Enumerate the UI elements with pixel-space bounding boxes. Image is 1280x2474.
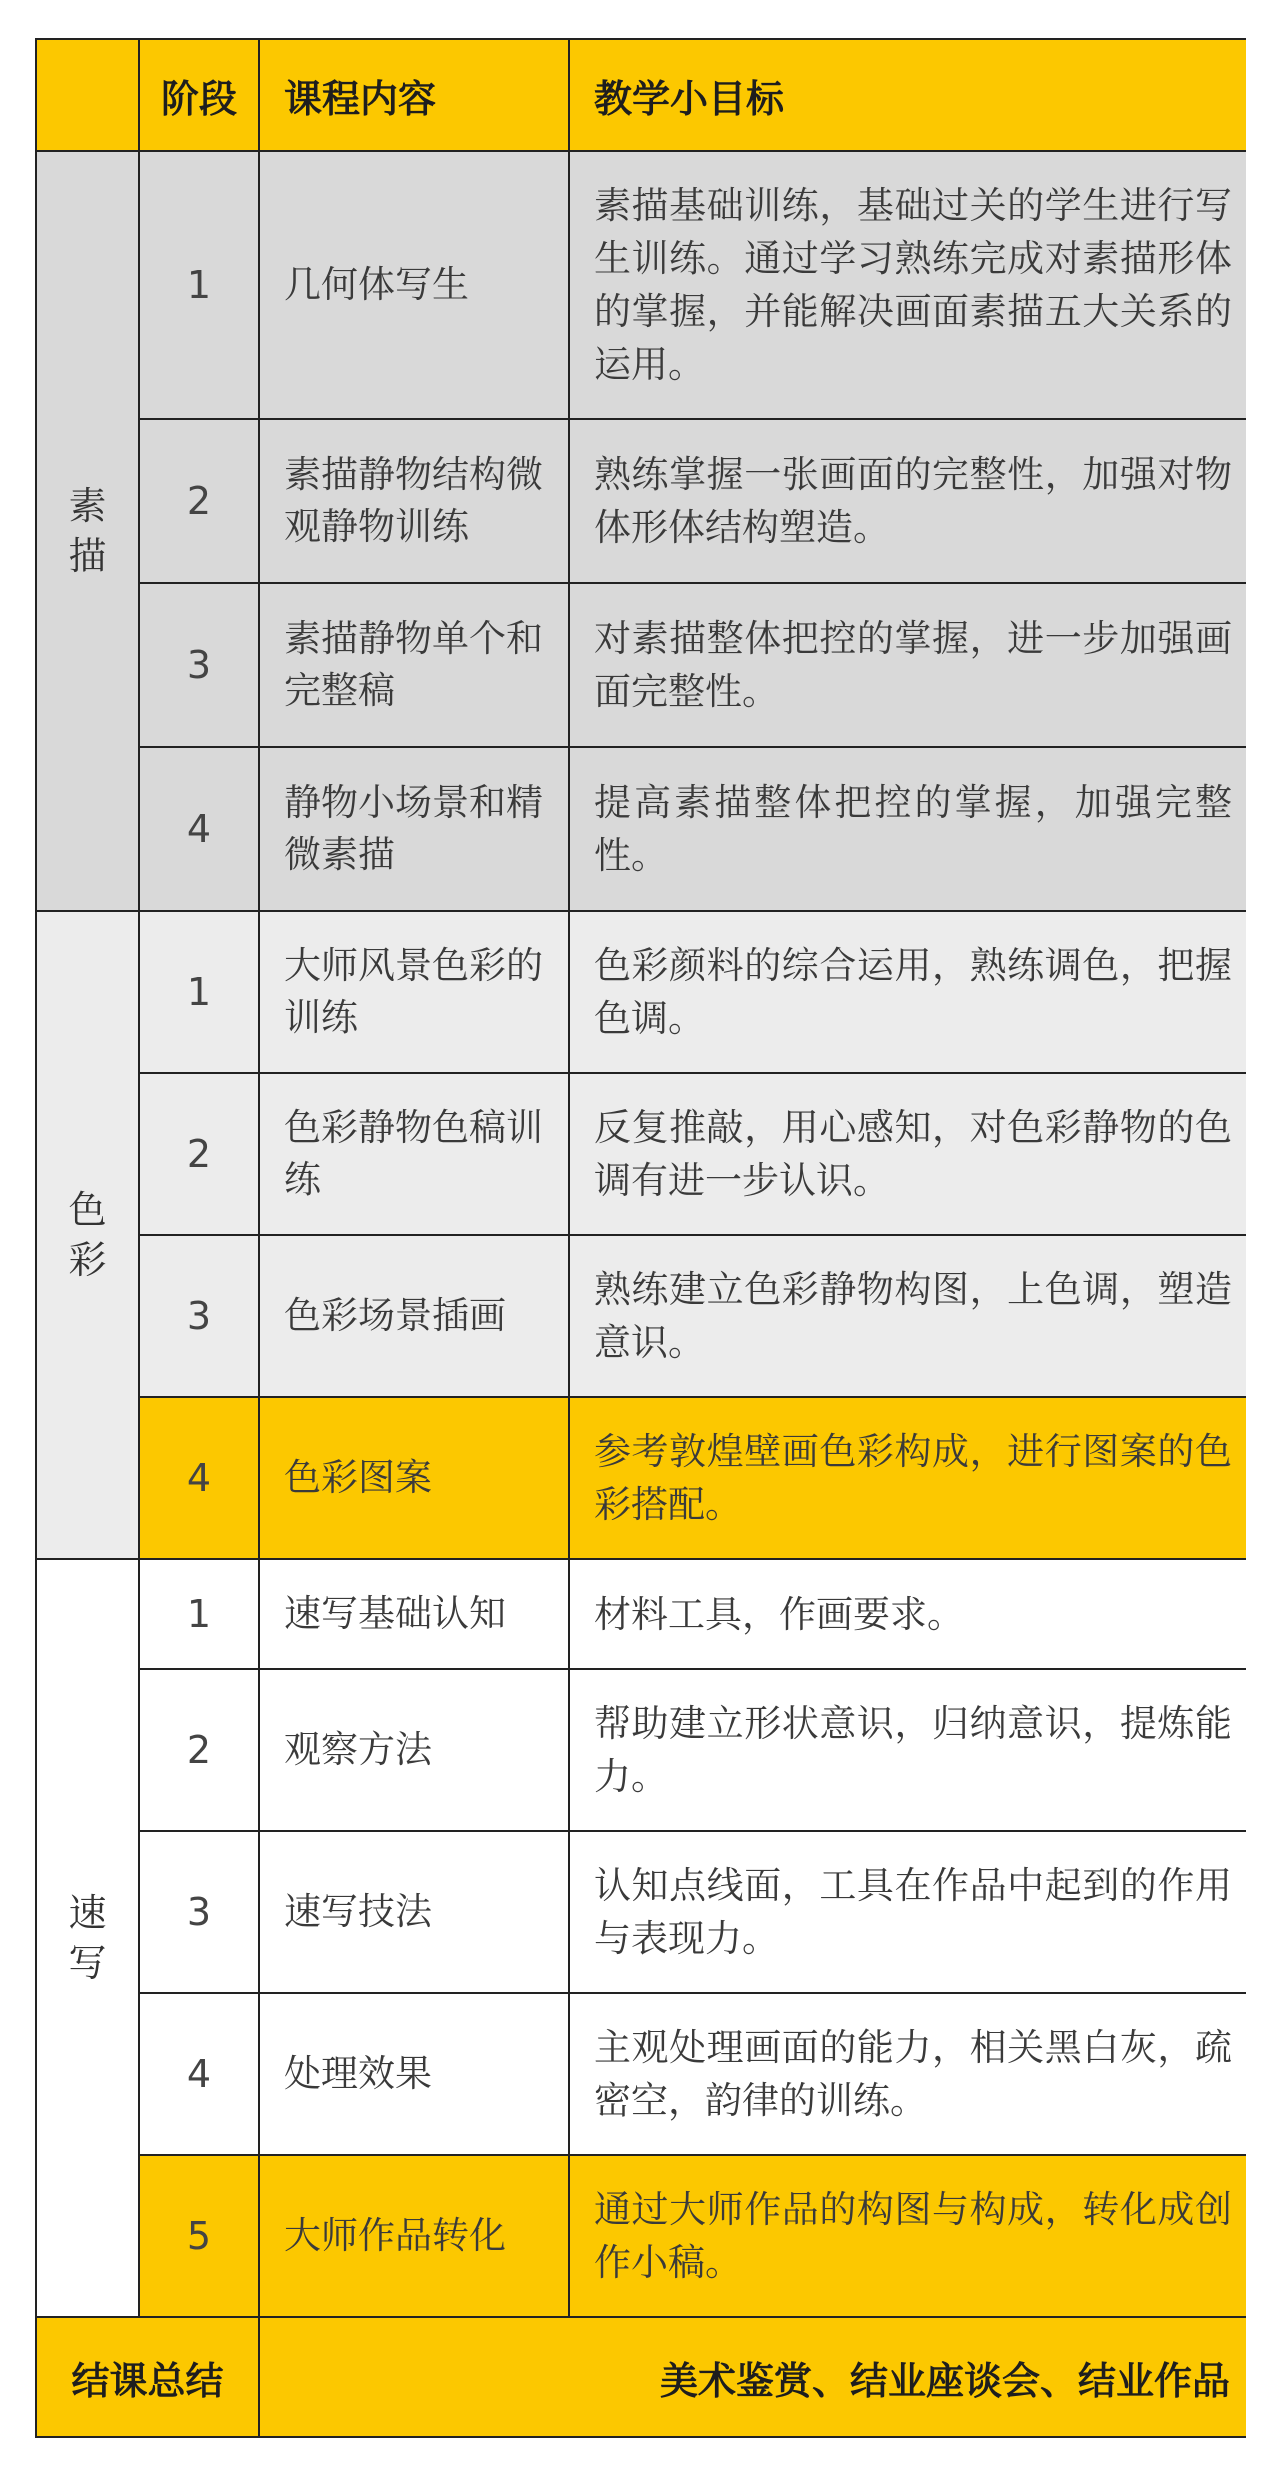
content-cell: 速写技法	[259, 1831, 569, 1993]
phase-cell: 4	[139, 747, 259, 911]
phase-cell: 3	[139, 583, 259, 747]
content-cell: 色彩静物色稿训练	[259, 1073, 569, 1235]
goal-cell: 帮助建立形状意识，归纳意识，提炼能力。	[569, 1669, 1246, 1831]
summary-value: 美术鉴赏、结业座谈会、结业作品	[259, 2317, 1246, 2437]
content-cell: 处理效果	[259, 1993, 569, 2155]
header-content: 课程内容	[259, 39, 569, 151]
phase-cell: 4	[139, 1397, 259, 1559]
header-phase: 阶段	[139, 39, 259, 151]
content-cell: 几何体写生	[259, 151, 569, 419]
phase-cell: 1	[139, 911, 259, 1073]
content-cell: 素描静物结构微观静物训练	[259, 419, 569, 583]
phase-cell: 3	[139, 1831, 259, 1993]
table-row	[36, 911, 1246, 1073]
module-cell-quick-sketch	[36, 1559, 139, 2317]
phase-cell: 1	[139, 151, 259, 419]
curriculum-table	[35, 38, 1246, 2438]
goal-cell: 素描基础训练，基础过关的学生进行写生训练。通过学习熟练完成对素描形体的掌握，并能解决画面素描五大关系的运用。	[569, 151, 1246, 419]
module-label: 色彩	[68, 1188, 107, 1282]
goal-cell: 认知点线面，工具在作品中起到的作用与表现力。	[569, 1831, 1246, 1993]
table-row-highlight	[36, 2155, 1246, 2317]
goal-cell: 参考敦煌壁画色彩构成，进行图案的色彩搭配。	[569, 1397, 1246, 1559]
phase-cell: 4	[139, 1993, 259, 2155]
goal-cell: 色彩颜料的综合运用，熟练调色，把握色调。	[569, 911, 1246, 1073]
content-cell: 大师风景色彩的训练	[259, 911, 569, 1073]
table-header-row	[36, 39, 1246, 151]
goal-cell: 反复推敲，用心感知，对色彩静物的色调有进一步认识。	[569, 1073, 1246, 1235]
goal-cell: 熟练掌握一张画面的完整性，加强对物体形体结构塑造。	[569, 419, 1246, 583]
phase-cell: 5	[139, 2155, 259, 2317]
table-row	[36, 151, 1246, 419]
module-label: 素描	[68, 484, 107, 578]
content-cell: 静物小场景和精微素描	[259, 747, 569, 911]
summary-label: 结课总结	[36, 2317, 259, 2437]
table-row	[36, 1669, 1246, 1831]
phase-cell: 2	[139, 1073, 259, 1235]
goal-cell: 主观处理画面的能力，相关黑白灰，疏密空，韵律的训练。	[569, 1993, 1246, 2155]
table-row-highlight	[36, 1397, 1246, 1559]
goal-cell: 提高素描整体把控的掌握，加强完整性。	[569, 747, 1246, 911]
summary-row	[36, 2317, 1246, 2437]
goal-cell: 熟练建立色彩静物构图，上色调，塑造意识。	[569, 1235, 1246, 1397]
header-goal: 教学小目标	[569, 39, 1246, 151]
content-cell: 速写基础认知	[259, 1559, 569, 1669]
table-row	[36, 419, 1246, 583]
module-label: 速写	[68, 1891, 107, 1985]
table-row	[36, 583, 1246, 747]
content-cell: 素描静物单个和完整稿	[259, 583, 569, 747]
table-row	[36, 1993, 1246, 2155]
header-module	[36, 39, 139, 151]
table-row	[36, 1831, 1246, 1993]
table-row	[36, 1073, 1246, 1235]
table-row	[36, 747, 1246, 911]
phase-cell: 1	[139, 1559, 259, 1669]
content-cell: 色彩场景插画	[259, 1235, 569, 1397]
phase-cell: 2	[139, 1669, 259, 1831]
module-cell-color	[36, 911, 139, 1559]
phase-cell: 3	[139, 1235, 259, 1397]
content-cell: 色彩图案	[259, 1397, 569, 1559]
table-row	[36, 1559, 1246, 1669]
table-row	[36, 1235, 1246, 1397]
module-cell-sketch	[36, 151, 139, 911]
goal-cell: 材料工具，作画要求。	[569, 1559, 1246, 1669]
content-cell: 观察方法	[259, 1669, 569, 1831]
goal-cell: 对素描整体把控的掌握，进一步加强画面完整性。	[569, 583, 1246, 747]
content-cell: 大师作品转化	[259, 2155, 569, 2317]
goal-cell: 通过大师作品的构图与构成，转化成创作小稿。	[569, 2155, 1246, 2317]
phase-cell: 2	[139, 419, 259, 583]
